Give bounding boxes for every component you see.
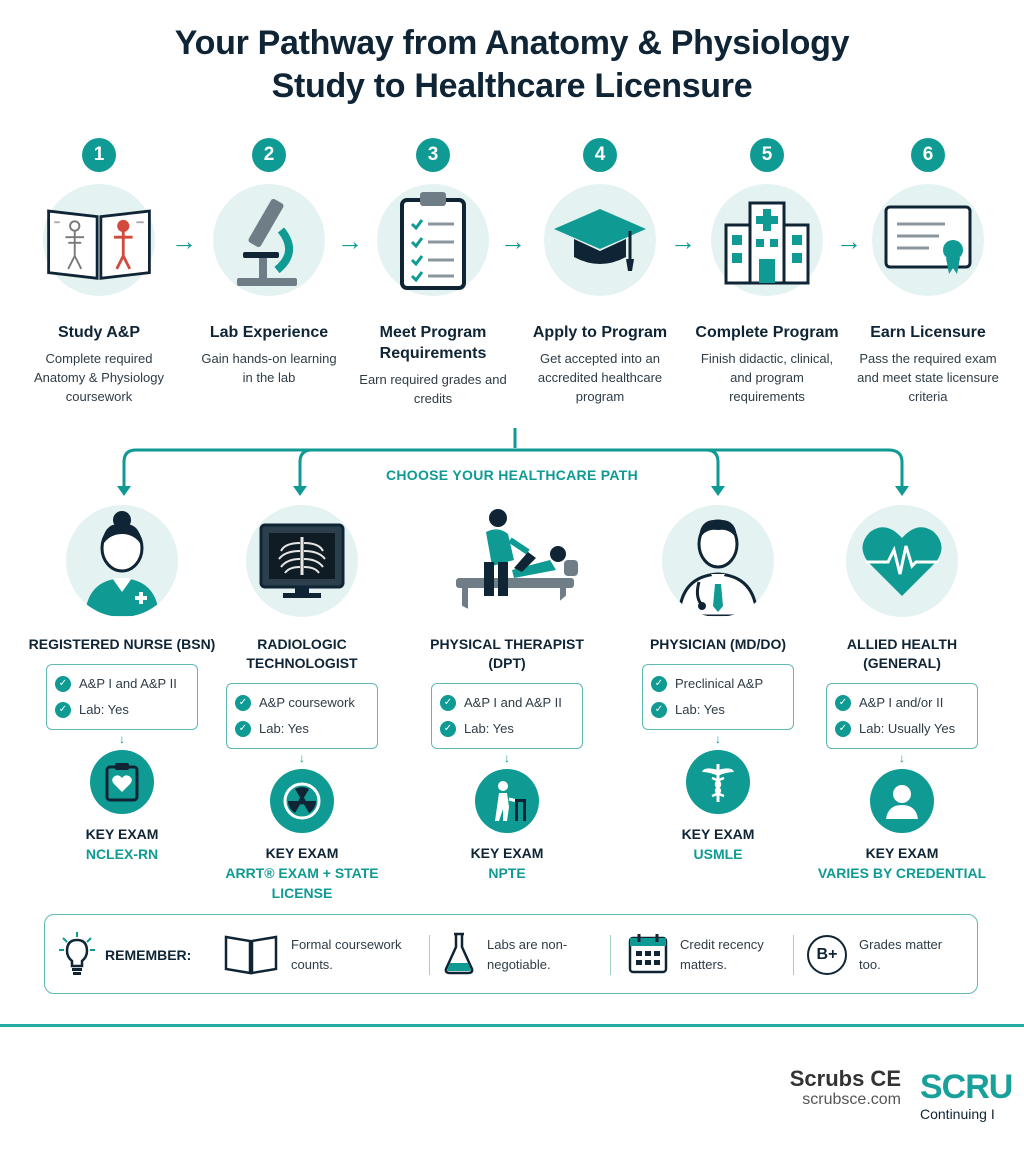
path-registered-nurse (27, 505, 217, 864)
path-allied-health (807, 505, 997, 883)
requirements-box (826, 683, 978, 749)
check-icon: ✓ (55, 702, 71, 718)
physical-therapy-icon (432, 505, 582, 617)
requirement-item: ✓ A&P I and/or II (835, 690, 969, 716)
page-title: Your Pathway from Anatomy & Physiology Study to Healthcare Licensure (174, 24, 850, 105)
step-3 (349, 138, 517, 408)
checklist-clipboard-icon (377, 184, 489, 296)
book-icon (223, 931, 279, 980)
step-description: Get accepted into an accredited healthcare program (537, 351, 663, 404)
requirements-box (642, 664, 794, 730)
path-physician (623, 505, 813, 864)
exam-label: KEY EXAM (865, 845, 939, 861)
step-number: 2 (252, 138, 286, 172)
check-icon: ✓ (440, 721, 456, 737)
caduceus-icon (686, 750, 750, 814)
check-icon: ✓ (651, 702, 667, 718)
step-title: Complete Program (695, 324, 839, 341)
step-description: Gain hands-on learning in the lab (201, 351, 337, 385)
exam-label: KEY EXAM (265, 845, 339, 861)
step-number: 6 (911, 138, 945, 172)
arrow-down-icon: ↓ (299, 751, 305, 765)
path-title: PHYSICIAN (MD/DO) (649, 636, 787, 652)
check-icon: ✓ (235, 695, 251, 711)
brand-name: Scrubs CE (789, 1066, 901, 1091)
anatomy-book-icon (43, 184, 155, 296)
path-radiologic-technologist (207, 505, 397, 903)
step-description: Complete required Anatomy & Physiology coursework (33, 351, 165, 404)
step-number: 5 (750, 138, 784, 172)
exam-label: KEY EXAM (470, 845, 544, 861)
arrow-down-icon: ↓ (504, 751, 510, 765)
divider (429, 935, 430, 975)
hospital-icon (711, 184, 823, 296)
heartbeat-icon (846, 505, 958, 617)
requirement-item: ✓ Preclinical A&P (651, 671, 785, 697)
divider (793, 935, 794, 975)
check-icon: ✓ (55, 676, 71, 692)
flask-icon (443, 931, 475, 980)
step-description: Finish didactic, clinical, and program requirements (700, 351, 834, 404)
requirement-item: ✓ Lab: Yes (235, 716, 369, 742)
footer-divider (0, 1024, 1024, 1027)
step-title: Apply to Program (532, 324, 668, 341)
path-title: RADIOLOGIC TECHNOLOGIST (246, 636, 358, 671)
arrow-down-icon: ↓ (715, 732, 721, 746)
walker-icon (475, 769, 539, 833)
arrow-right-icon: → (670, 226, 696, 256)
exam-label: KEY EXAM (85, 826, 159, 842)
requirement-item: ✓ A&P I and A&P II (55, 671, 189, 697)
path-title: REGISTERED NURSE (BSN) (28, 636, 216, 652)
nurse-icon (66, 505, 178, 617)
graduation-cap-icon (544, 184, 656, 296)
remember-item: Credit recency matters. (628, 915, 790, 995)
arrow-right-icon: → (836, 226, 862, 256)
step-title: Earn Licensure (870, 324, 986, 341)
remember-box (44, 914, 978, 994)
choose-path-label: CHOOSE YOUR HEALTHCARE PATH (385, 467, 639, 483)
requirement-item: ✓ Lab: Usually Yes (835, 716, 969, 742)
remember-item: B+ Grades matter too. (807, 915, 959, 995)
remember-heading: REMEMBER: (59, 915, 191, 995)
step-4 (516, 138, 684, 406)
check-icon: ✓ (440, 695, 456, 711)
requirement-item: ✓ A&P coursework (235, 690, 369, 716)
step-description: Earn required grades and credits (359, 372, 507, 406)
requirement-item: ✓ Lab: Yes (651, 697, 785, 723)
exam-name: VARIES BY CREDENTIAL (817, 865, 987, 881)
exam-label: KEY EXAM (681, 826, 755, 842)
requirements-box (46, 664, 198, 730)
exam-name: USMLE (693, 846, 743, 862)
physician-icon (662, 505, 774, 617)
step-6 (844, 138, 1012, 406)
arrow-right-icon: → (337, 226, 363, 256)
certificate-icon (872, 184, 984, 296)
radiation-icon (270, 769, 334, 833)
step-title: Study A&P (57, 324, 141, 341)
remember-item: Labs are non-negotiable. (443, 915, 597, 995)
step-number: 1 (82, 138, 116, 172)
step-number: 4 (583, 138, 617, 172)
calendar-icon (628, 932, 668, 979)
divider (610, 935, 611, 975)
arrow-down-icon: ↓ (119, 732, 125, 746)
check-icon: ✓ (835, 721, 851, 737)
path-title: ALLIED HEALTH (GENERAL) (846, 636, 958, 671)
requirements-box (431, 683, 583, 749)
xray-icon (246, 505, 358, 617)
microscope-icon (213, 184, 325, 296)
step-1 (15, 138, 183, 406)
brand-logo: SCRU Continuing I (920, 1068, 1013, 1122)
requirement-item: ✓ Lab: Yes (440, 716, 574, 742)
brand-url: scrubsce.com (802, 1091, 901, 1108)
step-number: 3 (416, 138, 450, 172)
remember-item: Formal coursework counts. (223, 915, 421, 995)
exam-name: NCLEX-RN (85, 846, 159, 862)
path-title: PHYSICAL THERAPIST (DPT) (430, 636, 584, 671)
step-title: Meet Program Requirements (379, 324, 487, 362)
exam-name: ARRT® EXAM + STATE LICENSE (225, 865, 379, 901)
lightbulb-icon (59, 930, 95, 981)
path-physical-therapist (412, 505, 602, 883)
grade-icon: B+ (807, 935, 847, 975)
check-icon: ✓ (235, 721, 251, 737)
arrow-down-icon: ↓ (899, 751, 905, 765)
check-icon: ✓ (835, 695, 851, 711)
step-description: Pass the required exam and meet state licensure criteria (857, 351, 999, 404)
arrow-right-icon: → (171, 226, 197, 256)
requirements-box (226, 683, 378, 749)
person-icon (870, 769, 934, 833)
arrow-right-icon: → (500, 226, 526, 256)
requirement-item: ✓ Lab: Yes (55, 697, 189, 723)
requirement-item: ✓ A&P I and A&P II (440, 690, 574, 716)
step-title: Lab Experience (209, 324, 329, 341)
check-icon: ✓ (651, 676, 667, 692)
heart-clipboard-icon (90, 750, 154, 814)
exam-name: NPTE (488, 865, 526, 881)
step-5 (683, 138, 851, 406)
step-2 (185, 138, 353, 387)
